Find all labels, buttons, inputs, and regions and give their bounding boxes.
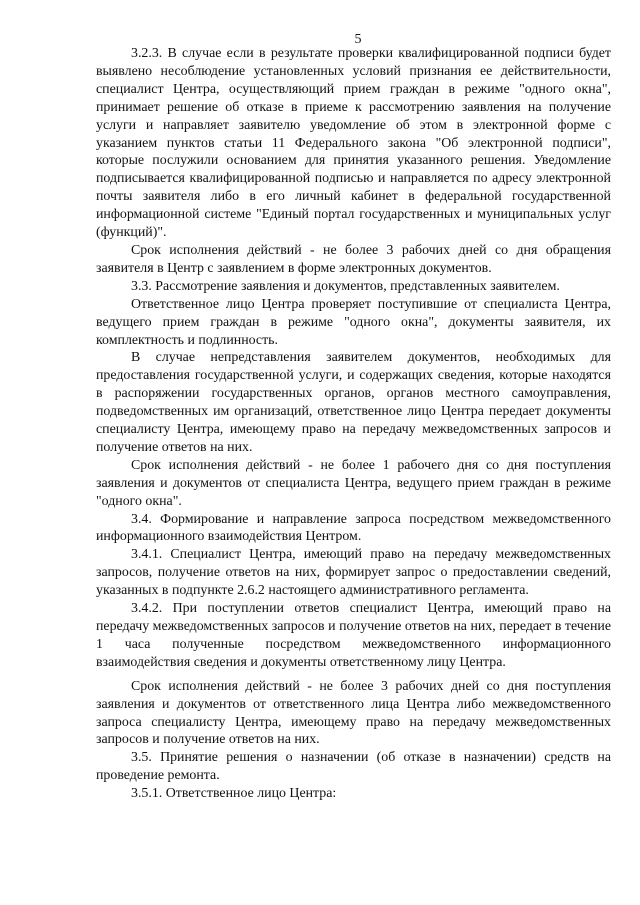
paragraph-3-2-3: 3.2.3. В случае если в результате проверки квалифицированной подписи будет выявлено несоблюдение установленных условий признания ее действительности, специалист Центра, осуществляющий прием граждан в режиме "одного окна", принимает решение об отказе в приеме к рассмотрению заявления на получение услуги и направляет заявителю уведомление об этом в электронной форме с указанием пунктов статьи 11 Федерального закона "Об электронной подписи", которые послужили основанием для принятия указанного решения. Уведомление подписывается квалифицированной подписью и направляется по адресу электронной почты заявителя либо в его личный кабинет в федеральной государственной информационной системе "Единый портал государственных и муниципальных услуг (функций)". (96, 46, 611, 241)
paragraph-deadline-1: Срок исполнения действий - не более 3 рабочих дней со дня обращения заявителя в Центр с заявлением в форме электронных документов. (96, 242, 611, 276)
paragraph-3-4-1: 3.4.1. Специалист Центра, имеющий право на передачу межведомственных запросов, получение ответов на них, формирует запрос о предоставлении сведений, указанных в подпункте 2.6.2 настоящего административного регламента. (96, 547, 611, 599)
paragraph-3-3-check: Ответственное лицо Центра проверяет поступившие от специалиста Центра, ведущего прием граждан в режиме "одного окна", документы заявителя, их комплектность и подлинность. (96, 296, 611, 348)
paragraph-3-3-missing-docs: В случае непредставления заявителем документов, необходимых для предоставления государственной услуги, и содержащих сведения, которые находятся в распоряжении государственных органов, органов местного самоуправления, подведомственных им организаций, ответственное лицо Центра передает документы специалисту Центра, имеющему право на передачу межведомственных запросов и получение ответов на них. (96, 350, 611, 455)
paragraph-3-3-heading: 3.3. Рассмотрение заявления и документов, представленных заявителем. (131, 278, 560, 294)
paragraph-3-5-heading: 3.5. Принятие решения о назначении (об отказе в назначении) средств на проведение ремонта. (96, 750, 611, 784)
document-body (96, 45, 611, 803)
paragraph-3-4-heading: 3.4. Формирование и направление запроса посредством межведомственного информационного взаимодействия Центром. (96, 511, 611, 545)
paragraph-deadline-3: Срок исполнения действий - не более 3 рабочих дней со дня поступления заявления и документов от ответственного лица Центра либо межведомственного запроса специалисту Центра, имеющему право на передачу межведомственных запросов и получение ответов на них. (96, 678, 611, 748)
paragraph-3-5-1: 3.5.1. Ответственное лицо Центра: (131, 786, 337, 802)
paragraph-deadline-2: Срок исполнения действий - не более 1 рабочего дня со дня поступления заявления и документов от специалиста Центра, ведущего прием граждан в режиме "одного окна". (96, 457, 611, 509)
page-number: 5 (354, 32, 362, 47)
paragraph-3-4-2: 3.4.2. При поступлении ответов специалист Центра, имеющий право на передачу межведомственных запросов и получение ответов на них, передает в течение 1 часа полученные посредством межведомственного информационного взаимодействия сведения и документы ответственному лицу Центра. (96, 601, 611, 670)
